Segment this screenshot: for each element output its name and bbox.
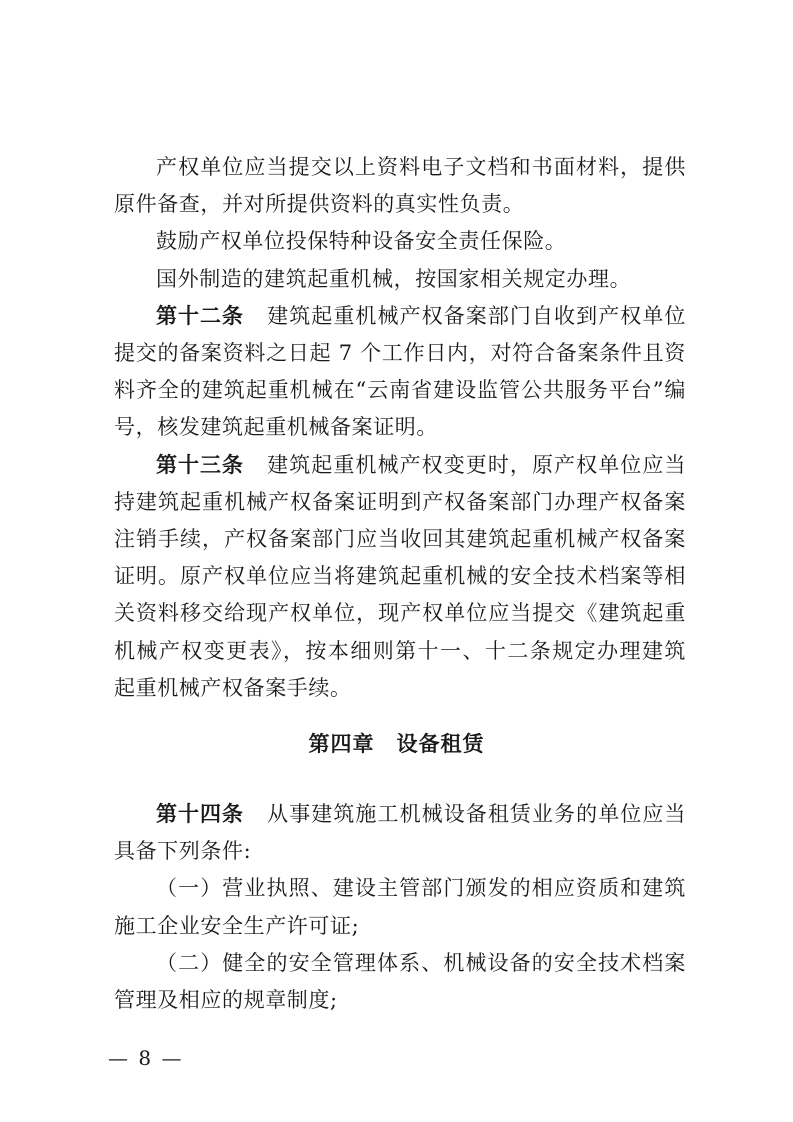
article-12-title: 第十二条 — [156, 303, 244, 328]
body-section-2 — [114, 796, 686, 1019]
paragraph-foreign: 国外制造的建筑起重机械，按国家相关规定办理。 — [156, 266, 632, 291]
chapter-heading — [0, 728, 793, 758]
list-item-1: （一）营业执照、建设主管部门颁发的相应资质和建筑施工企业安全生产许可证; — [114, 876, 686, 938]
chapter-title: 设备租赁 — [396, 732, 485, 756]
article-12-body: 建筑起重机械产权备案部门自收到产权单位提交的备案资料之日起 7 个工作日内，对符合备案条件且资料齐全的建筑起重机械在“云南省建设监管公共服务平台”编号，核发建筑起重机械备案证明。 — [114, 303, 687, 440]
chapter-number: 第四章 — [308, 732, 375, 756]
page-number: — 8 — — [108, 1046, 184, 1070]
list-item-2: （二）健全的安全管理体系、机械设备的安全技术档案管理及相应的规章制度; — [114, 950, 686, 1013]
article-14-body: 从事建筑施工机械设备租赁业务的单位应当具备下列条件: — [114, 802, 687, 864]
article-13-body: 建筑起重机械产权变更时，原产权单位应当持建筑起重机械产权备案证明到产权备案部门办理产权备案注销手续，产权备案部门应当收回其建筑起重机械产权备案证明。原产权单位应当将建筑起重机械的安全技术档案等相关资料移交给现产权单位，现产权单位应当提交《建筑起重机械产权变更表》，按本细则第十一、十二条规定办理建筑起重机械产权备案手续。 — [114, 452, 687, 700]
paragraph-materials: 产权单位应当提交以上资料电子文档和书面材料，提供原件备查，并对所提供资料的真实性负责。 — [114, 155, 686, 217]
article-14-title: 第十四条 — [156, 802, 244, 826]
article-13-title: 第十三条 — [156, 452, 244, 477]
article-13 — [114, 447, 686, 707]
article-14 — [114, 796, 686, 870]
body-section-1 — [114, 149, 686, 707]
article-12 — [114, 298, 686, 447]
paragraph-insurance: 鼓励产权单位投保特种设备安全责任保险。 — [156, 229, 567, 254]
